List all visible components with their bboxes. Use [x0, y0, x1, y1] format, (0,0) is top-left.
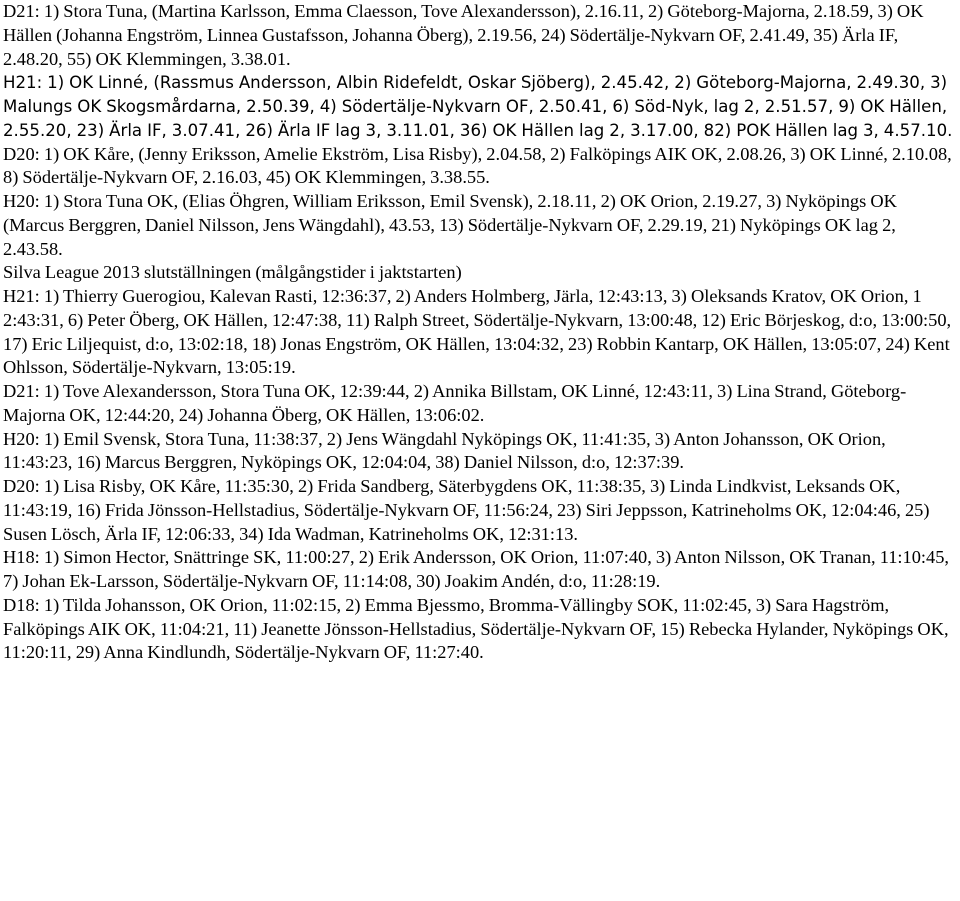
result-h20-silva: H20: 1) Emil Svensk, Stora Tuna, 11:38:37, 2) Jens Wängdahl Nyköpings OK, 11:41:35, 3) Anton Johansson, OK Orion, 11:43:23, 16) Marcus Berggren, Nyköpings OK, 12:04:04, 38) Daniel Nilsson, d:o, 12:37:39.	[3, 428, 886, 473]
result-d20-silva: D20: 1) Lisa Risby, OK Kåre, 11:35:30, 2) Frida Sandberg, Säterbygdens OK, 11:38:35, 3) Linda Lindkvist, Leksands OK, 11:43:19, 16) Frida Jönsson-Hellstadius, Södertälje-Nykvarn OF, 11:56:24, 23) Siri Jeppsson, Katrineholms OK, 12:04:46, 25) Susen Lösch, Ärla IF, 12:06:33, 34) Ida Wadman, Katrineholms OK, 12:31:13.	[3, 476, 930, 544]
section-heading-silva-league: Silva League 2013 slutställningen (målgångstider i jaktstarten)	[3, 262, 462, 283]
result-d18-silva: D18: 1) Tilda Johansson, OK Orion, 11:02:15, 2) Emma Bjessmo, Bromma-Vällingby SOK, 11:02:45, 3) Sara Hagström, Falköpings AIK OK, 11:04:21, 11) Jeanette Jönsson-Hellstadius, Södertälje-Nykvarn OF, 15) Rebecka Hylander, Nyköpings OK, 11:20:11, 29) Anna Kindlundh, Södertälje-Nykvarn OF, 11:27:40.	[3, 594, 949, 663]
result-h20-relay: H20: 1) Stora Tuna OK, (Elias Öhgren, William Eriksson, Emil Svensk), 2.18.11, 2) OK Orion, 2.19.27, 3) Nyköpings OK (Marcus Berggren, Daniel Nilsson, Jens Wängdahl), 43.53, 13) Södertälje-Nykvarn OF, 2.29.19, 21) Nyköpings OK lag 2, 2.43.58.	[3, 191, 897, 259]
result-d21-relay: D21: 1) Stora Tuna, (Martina Karlsson, Emma Claesson, Tove Alexandersson), 2.16.11, 2) Göteborg-Majorna, 2.18.59, 3) OK Hällen (Johanna Engström, Linnea Gustafsson, Johanna Öberg), 2.19.56, 24) Södertälje-Nykvarn OF, 2.41.49, 35) Ärla IF, 2.48.20, 55) OK Klemmingen, 3.38.01.	[3, 1, 924, 69]
result-d20-relay: D20: 1) OK Kåre, (Jenny Eriksson, Amelie Ekström, Lisa Risby), 2.04.58, 2) Falköpings AIK OK, 2.08.26, 3) OK Linné, 2.10.08, 8) Södertälje-Nykvarn OF, 2.16.03, 45) OK Klemmingen, 3.38.55.	[3, 143, 952, 188]
result-h21-silva: H21: 1) Thierry Guerogiou, Kalevan Rasti, 12:36:37, 2) Anders Holmberg, Järla, 12:43:13, 3) Oleksands Kratov, OK Orion, 1 2:43:31, 6) Peter Öberg, OK Hällen, 12:47:38, 11) Ralph Street, Södertälje-Nykvarn, 13:00:48, 12) Eric Börjeskog, d:o, 13:00:50, 17) Eric Liljequist, d:o, 13:02:18, 18) Jonas Engström, OK Hällen, 13:04:32, 23) Robbin Kantarp, OK Hällen, 13:05:07, 24) Kent Ohlsson, Södertälje-Nykvarn, 13:05:19.	[3, 286, 952, 378]
result-d21-silva: D21: 1) Tove Alexandersson, Stora Tuna OK, 12:39:44, 2) Annika Billstam, OK Linné, 12:43:11, 3) Lina Strand, Göteborg-Majorna OK, 12:44:20, 24) Johanna Öberg, OK Hällen, 13:06:02.	[3, 381, 907, 425]
document-body	[3, 0, 957, 665]
result-h18-silva: H18: 1) Simon Hector, Snättringe SK, 11:00:27, 2) Erik Andersson, OK Orion, 11:07:40, 3) Anton Nilsson, OK Tranan, 11:10:45, 7) Johan Ek-Larsson, Södertälje-Nykvarn OF, 11:14:08, 30) Joakim Andén, d:o, 11:28:19.	[3, 547, 950, 591]
result-h21-relay: H21: 1) OK Linné, (Rassmus Andersson, Albin Ridefeldt, Oskar Sjöberg), 2.45.42, 2) Göteborg-Majorna, 2.49.30, 3) Malungs OK Skogsmårdarna, 2.50.39, 4) Södertälje-Nykvarn OF, 2.50.41, 6) Söd-Nyk, lag 2, 2.51.57, 9) OK Hällen, 2.55.20, 23) Ärla IF, 3.07.41, 26) Ärla IF lag 3, 3.11.01, 36) OK Hällen lag 2, 3.17.00, 82) POK Hällen lag 3, 4.57.10.	[3, 73, 953, 140]
